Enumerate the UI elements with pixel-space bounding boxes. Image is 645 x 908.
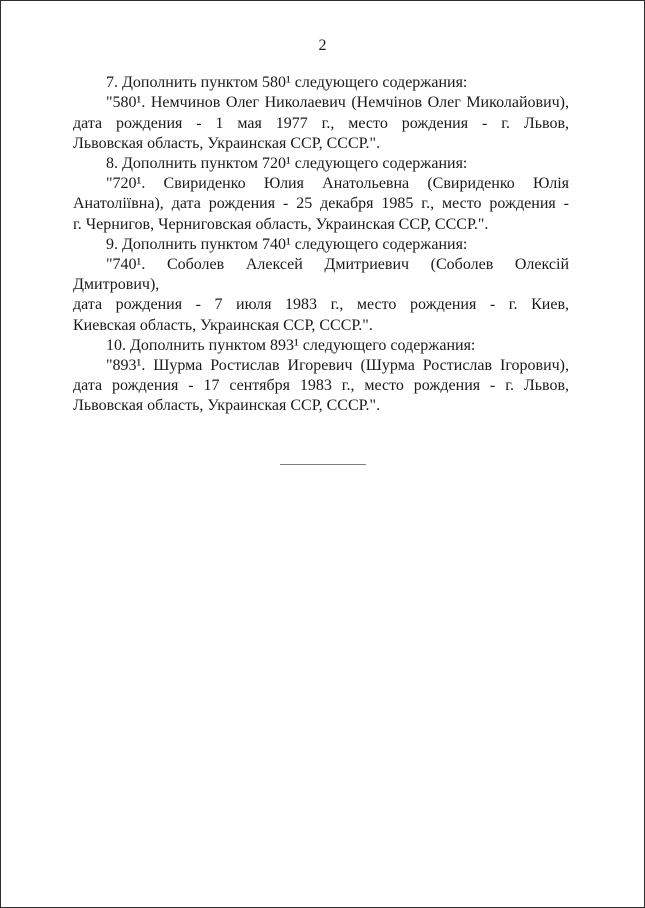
text-line: Анатоліївна), дата рождения - 25 декабря 1985 г., место рождения - — [73, 195, 569, 213]
paragraph-5 — [73, 235, 569, 255]
text-line: дата рождения - 7 июля 1983 г., место рождения - г. Киев, — [73, 296, 569, 314]
text-line: "580¹. Немчинов Олег Николаевич (Немчінов Олег Миколайович), — [106, 94, 569, 112]
paragraph-8 — [73, 356, 569, 417]
text-line: Львовская область, Украинская ССР, СССР.". — [73, 134, 381, 152]
paragraph-2 — [73, 93, 569, 154]
text-line: 7. Дополнить пунктом 580¹ следующего содержания: — [106, 74, 468, 92]
text-line: Киевская область, Украинская ССР, СССР.". — [73, 316, 373, 334]
text-line: 10. Дополнить пунктом 893¹ следующего содержания: — [106, 336, 476, 354]
text-line: 8. Дополнить пунктом 720¹ следующего содержания: — [106, 155, 468, 173]
section-divider — [280, 464, 366, 466]
text-line: дата рождения - 17 сентября 1983 г., место рождения - г. Львов, — [73, 377, 569, 395]
text-line: Львовская область, Украинская ССР, СССР.". — [73, 397, 381, 415]
page-number: 2 — [318, 37, 327, 54]
paragraph-3 — [73, 154, 569, 174]
text-line: "740¹. Соболев Алексей Дмитриевич (Соболев Олексій Дмитрович), — [73, 256, 569, 294]
text-line: дата рождения - 1 мая 1977 г., место рождения - г. Львов, — [73, 114, 569, 132]
text-line: г. Чернигов, Черниговская область, Украинская ССР, СССР.". — [73, 215, 489, 233]
paragraph-7 — [73, 336, 569, 356]
text-line: "893¹. Шурма Ростислав Игоревич (Шурма Ростислав Ігорович), — [106, 357, 569, 375]
text-line: "720¹. Свириденко Юлия Анатольевна (Свириденко Юлія — [106, 175, 569, 193]
text-line: 9. Дополнить пунктом 740¹ следующего содержания: — [106, 235, 468, 253]
paragraph-4 — [73, 174, 569, 235]
paragraph-6 — [73, 255, 569, 336]
document-body — [1, 73, 644, 416]
paragraph-1 — [73, 73, 569, 93]
